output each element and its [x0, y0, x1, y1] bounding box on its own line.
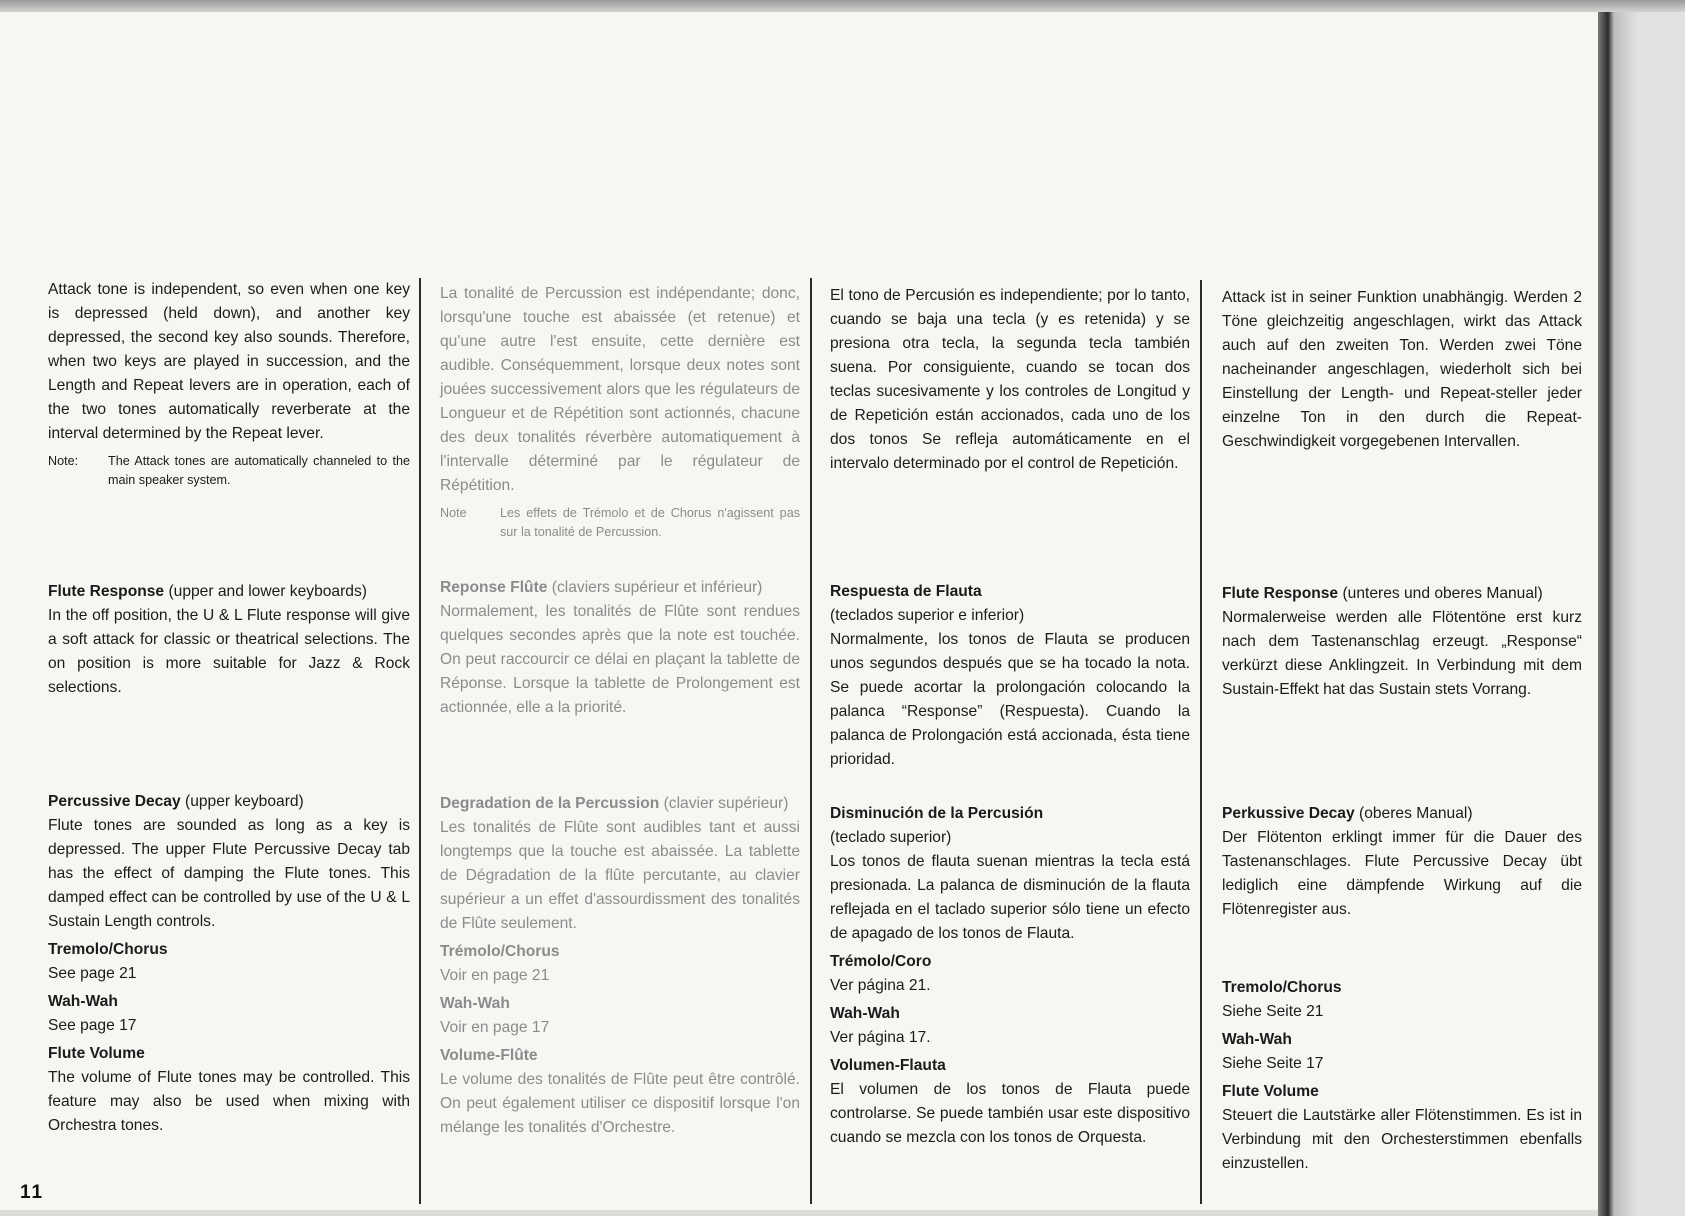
english-percussive-decay-title: Percussive Decay [48, 793, 181, 810]
manual-page [0, 12, 1605, 1210]
english-volume-text: The volume of Flute tones may be controlled. This feature may also be used when mixing with Orchestra tones. [48, 1069, 410, 1134]
french-note-label: Note [440, 506, 467, 520]
english-tremolo-ref: See page 21 [48, 965, 137, 982]
english-wah-title: Wah-Wah [48, 993, 118, 1010]
english-attack-paragraph: Attack tone is independent, so even when one key is depressed (held down), and another key depressed, the second key also sounds. Therefore, when two keys are played in succession, and the Length and Repeat levers are in operation, each of the two tones automatically reverberate at the interval determined by the Repeat lever. [48, 281, 410, 442]
french-percussion-decay-sub: (clavier supérieur) [663, 795, 789, 812]
french-note-text: Les effets de Trémolo et de Chorus n'agissent pas sur la tonalité de Percussion. [500, 506, 800, 539]
french-attack-section [440, 282, 800, 542]
german-flute-response-section [1222, 582, 1582, 702]
german-perkussive-decay-sub: (oberes Manual) [1359, 805, 1473, 822]
german-volume-text: Steuert die Lautstärke aller Flötenstimmen. Es ist in Verbindung mit den Orchesterstimmen ebenfalls einzustellen. [1222, 1107, 1582, 1172]
german-perkussive-decay-text: Der Flötenton erklingt immer für die Dauer des Tastenanschlages. Flute Percussive Decay übt lediglich eine dämpfende Wirkung auf die Flötenregister aus. [1222, 829, 1582, 918]
spanish-wah-title: Wah-Wah [830, 1005, 900, 1022]
french-flute-response-title: Reponse Flûte [440, 579, 548, 596]
english-flute-response-sub: (upper and lower keyboards) [168, 583, 367, 600]
spanish-percussion-decay-section [830, 802, 1190, 1150]
spanish-attack-section [830, 284, 1190, 476]
french-percussion-decay-section [440, 792, 800, 1140]
german-links-section [1222, 976, 1582, 1176]
french-volume-title: Volume-Flûte [440, 1047, 538, 1064]
english-attack-section [48, 278, 410, 490]
spanish-wah-ref: Ver página 17. [830, 1029, 931, 1046]
english-percussive-decay-sub: (upper keyboard) [185, 793, 304, 810]
spanish-percussion-decay-text: Los tonos de flauta suenan mientras la tecla está presionada. La palanca de disminución de la flauta reflejada en el taclado superior sólo tiene un efecto de apagado de los tonos de Flauta. [830, 853, 1190, 942]
spanish-flute-response-text: Normalmente, los tonos de Flauta se producen unos segundos después que se ha tocado la nota. Se puede acortar la prolongación colocando la palanca “Response” (Respuesta). Cuando la palanca de Prolongación está accionada, ésta tiene prioridad. [830, 631, 1190, 768]
spanish-percussion-decay-sub: (teclado superior) [830, 829, 952, 846]
french-attack-paragraph: La tonalité de Percussion est indépendante; donc, lorsqu'une touche est abaissée (et retenue) et qu'une autre l'est ensuite, cette dernière est audible. Conséquemment, lorsque deux notes sont jouées successivement alors que les régulateurs de Longueur et de Répétition sont actionnés, chacune des deux tonalités réverbère automatiquement à l'intervalle déterminé par le régulateur de Répétition. [440, 285, 800, 494]
english-flute-response-text: In the off position, the U & L Flute response will give a soft attack for classic or theatrical selections. The on position is more suitable for Jazz & Rock selections. [48, 607, 410, 696]
french-percussion-decay-title: Degradation de la Percussion [440, 795, 660, 812]
french-wah-ref: Voir en page 17 [440, 1019, 550, 1036]
english-note-label: Note: [48, 454, 79, 468]
spanish-volume-text: El volumen de los tonos de Flauta puede controlarse. Se puede también usar este dispositivo cuando se mezcla con los tonos de Orquesta. [830, 1081, 1190, 1146]
german-flute-response-text: Normalerweise werden alle Flötentöne erst kurz nach dem Tastenanschlag erzeugt. „Response“ verkürzt diese Anklingzeit. In Verbindung mit dem Sustain-Effekt hat das Sustain stets Vorrang. [1222, 609, 1582, 698]
spanish-flute-response-section [830, 580, 1190, 772]
column-divider-2 [810, 278, 812, 1204]
column-divider-1 [419, 278, 421, 1204]
french-note [440, 504, 800, 542]
spanish-flute-response-sub: (teclados superior e inferior) [830, 607, 1025, 624]
english-flute-response-title: Flute Response [48, 583, 165, 600]
spanish-percussion-decay-title: Disminución de la Percusión [830, 805, 1044, 822]
english-note [48, 452, 410, 490]
french-percussion-decay-text: Les tonalités de Flûte sont audibles tant et aussi longtemps que la touche est abaissée. La tablette de Dégradation de la flûte percutante, au clavier supérieur a un effet d'assourdissment des tonalités de Flûte seulement. [440, 819, 800, 932]
german-tremolo-ref: Siehe Seite 21 [1222, 1003, 1324, 1020]
french-flute-response-section [440, 576, 800, 720]
french-flute-response-text: Normalement, les tonalités de Flûte sont rendues quelques secondes après que la note est touchée. On peut raccourcir ce délai en plaçant la tablette de Réponse. Lorsque la tablette de Prolongement est actionnée, elle a la priorité. [440, 603, 800, 716]
french-volume-text: Le volume des tonalités de Flûte peut être contrôlé. On peut également utiliser ce dispositif lorsque l'on mélange les tonalités d'Orchestre. [440, 1071, 800, 1136]
spanish-attack-paragraph: El tono de Percusión es independiente; por lo tanto, cuando se baja una tecla (y es retenida) y se presiona otra tecla, la segunda tecla también suena. Por consiguiente, cuando se tocan dos teclas sucesivamente y los controles de Longitud y de Repetición están accionados, cada uno de los dos tonos Se refleja automáticamente en el intervalo determinado por el control de Repetición. [830, 287, 1190, 472]
english-tremolo-title: Tremolo/Chorus [48, 941, 168, 958]
spanish-volume-title: Volumen-Flauta [830, 1057, 946, 1074]
french-tremolo-ref: Voir en page 21 [440, 967, 550, 984]
german-attack-section [1222, 286, 1582, 454]
english-volume-title: Flute Volume [48, 1045, 145, 1062]
french-tremolo-title: Trémolo/Chorus [440, 943, 560, 960]
spanish-tremolo-title: Trémolo/Coro [830, 953, 932, 970]
french-wah-title: Wah-Wah [440, 995, 510, 1012]
german-perkussive-decay-section [1222, 802, 1582, 922]
french-flute-response-sub: (claviers supérieur et inférieur) [551, 579, 763, 596]
german-tremolo-title: Tremolo/Chorus [1222, 979, 1342, 996]
binding-edge [1598, 12, 1685, 1216]
german-wah-title: Wah-Wah [1222, 1031, 1292, 1048]
spanish-flute-response-title: Respuesta de Flauta [830, 583, 982, 600]
english-flute-response-section [48, 580, 410, 700]
german-wah-ref: Siehe Seite 17 [1222, 1055, 1324, 1072]
spanish-tremolo-ref: Ver página 21. [830, 977, 931, 994]
english-percussive-decay-section [48, 790, 410, 1138]
german-flute-response-sub: (unteres und oberes Manual) [1342, 585, 1543, 602]
column-divider-3 [1200, 280, 1202, 1204]
english-wah-ref: See page 17 [48, 1017, 137, 1034]
german-perkussive-decay-title: Perkussive Decay [1222, 805, 1355, 822]
english-percussive-decay-text: Flute tones are sounded as long as a key is depressed. The upper Flute Percussive Decay tab has the effect of damping the Flute tones. This damped effect can be controlled by use of the U & L Sustain Length controls. [48, 817, 410, 930]
german-flute-response-title: Flute Response [1222, 585, 1339, 602]
english-note-text: The Attack tones are automatically channeled to the main speaker system. [108, 454, 410, 487]
german-attack-paragraph: Attack ist in seiner Funktion unabhängig. Werden 2 Töne gleichzeitig angeschlagen, wirkt das Attack auch auf den zweiten Ton. Werden zwei Töne nacheinander angeschlagen, wiederholt sich bei Einstellung der Length- und Repeat-steller jeder einzelne Ton in den durch die Repeat-Geschwindigkeit vorgegebenen Intervallen. [1222, 289, 1582, 450]
german-volume-title: Flute Volume [1222, 1083, 1319, 1100]
page-number: 11 [20, 1182, 45, 1203]
